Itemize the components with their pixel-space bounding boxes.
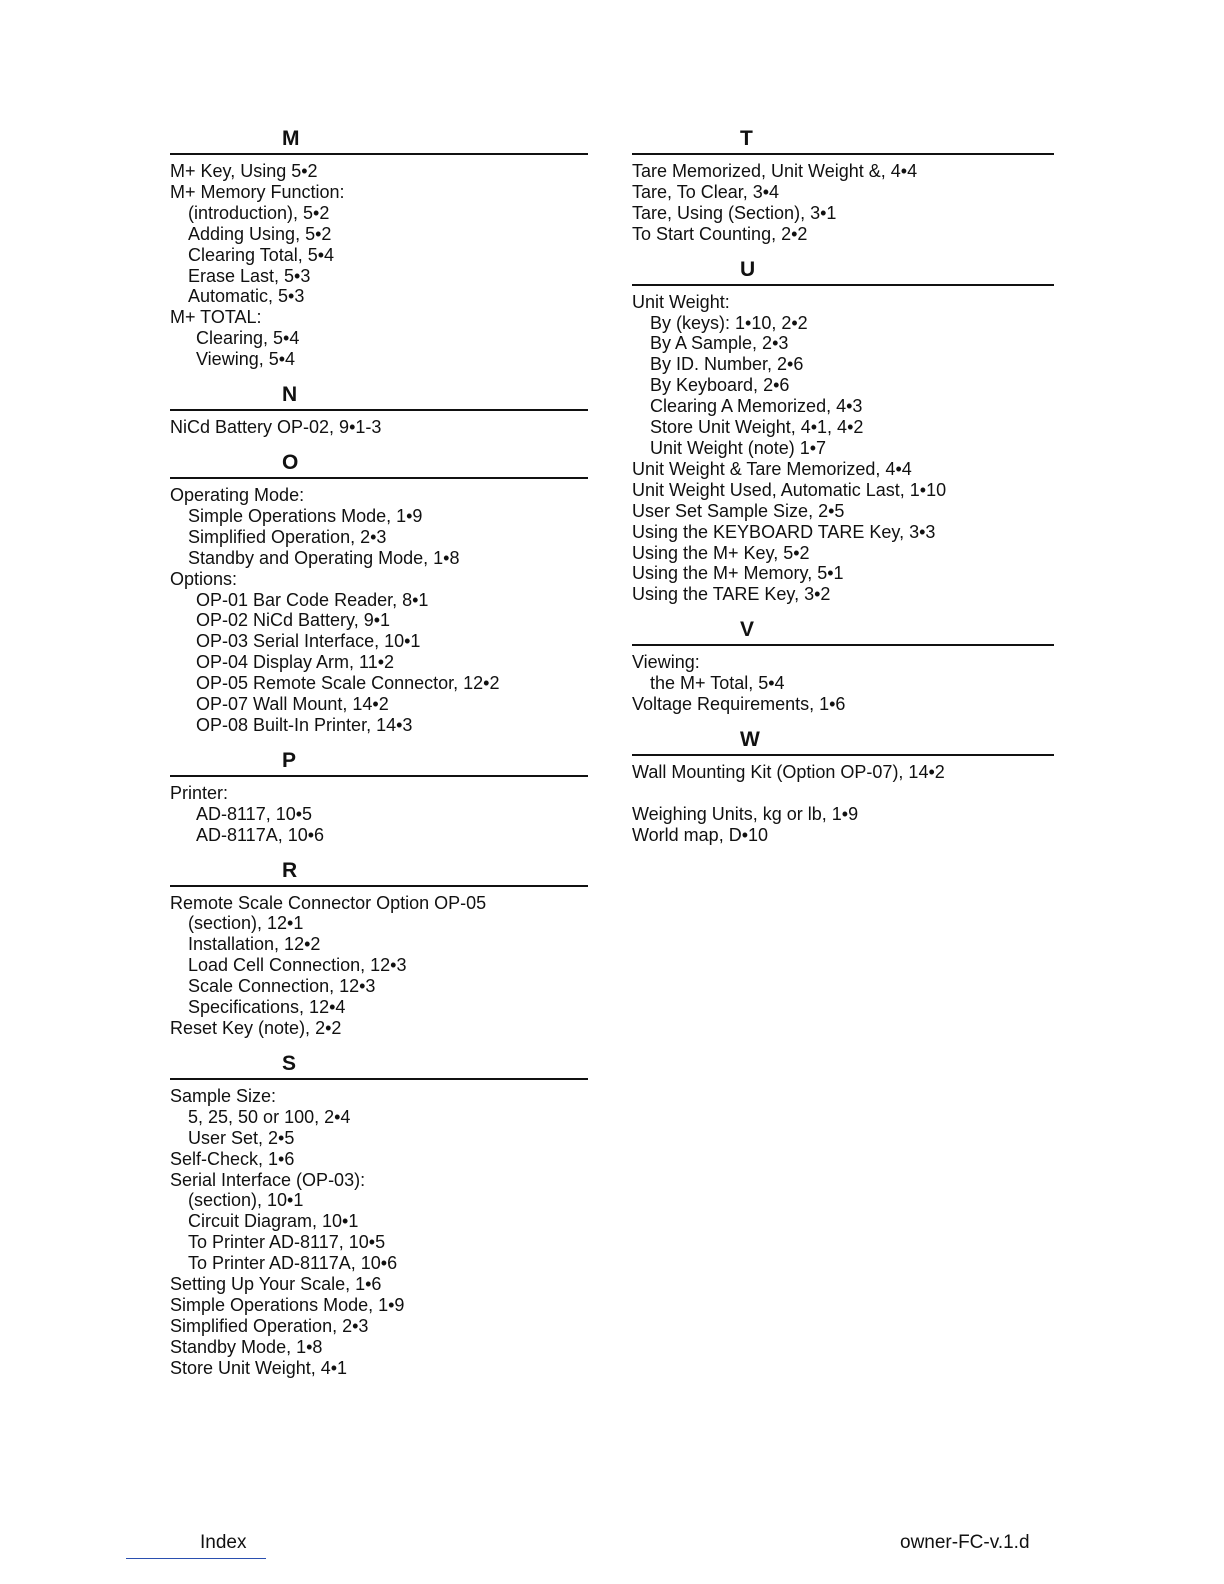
index-subentry: OP-02 NiCd Battery, 9•1 xyxy=(196,610,391,631)
index-subentry: OP-01 Bar Code Reader, 8•1 xyxy=(196,589,429,610)
index-subentry: Installation, 12•2 xyxy=(188,934,321,955)
index-subentry: To Printer AD-8117, 10•5 xyxy=(188,1232,386,1253)
index-entry: Viewing: xyxy=(632,652,700,673)
index-entry: Options: xyxy=(170,568,238,589)
index-entry: Using the TARE Key, 3•2 xyxy=(632,584,831,605)
index-entry: Simple Operations Mode, 1•9 xyxy=(170,1294,405,1315)
index-subentry: Standby and Operating Mode, 1•8 xyxy=(188,547,460,568)
index-section-u xyxy=(632,257,1054,606)
index-subentry: Unit Weight (note) 1•7 xyxy=(650,437,827,458)
section-letter-o: O xyxy=(170,450,588,479)
index-section-r xyxy=(170,858,588,1039)
index-section-p xyxy=(170,748,588,846)
index-subentry: User Set, 2•5 xyxy=(188,1127,295,1148)
index-entry: Tare, Using (Section), 3•1 xyxy=(632,202,837,223)
index-subentry: By Keyboard, 2•6 xyxy=(650,375,790,396)
index-entry: Self-Check, 1•6 xyxy=(170,1148,295,1169)
section-letter-p: P xyxy=(170,748,588,777)
section-entries xyxy=(632,292,1054,606)
index-section-v xyxy=(632,617,1054,715)
section-entries xyxy=(632,652,1054,715)
index-subentry: (section), 12•1 xyxy=(188,913,304,934)
index-subentry: Simplified Operation, 2•3 xyxy=(188,526,387,547)
index-entry: To Start Counting, 2•2 xyxy=(632,223,808,244)
index-subentry: the M+ Total, 5•4 xyxy=(650,673,785,694)
section-letter-s: S xyxy=(170,1051,588,1080)
index-entry: Unit Weight: xyxy=(632,291,730,312)
index-subentry: OP-08 Built-In Printer, 14•3 xyxy=(196,714,413,735)
index-entry: Operating Mode: xyxy=(170,484,305,505)
index-entry: Simplified Operation, 2•3 xyxy=(170,1315,369,1336)
index-subentry: Erase Last, 5•3 xyxy=(188,265,311,286)
index-entry: NiCd Battery OP-02, 9•1-3 xyxy=(170,417,382,438)
section-letter-w: W xyxy=(632,727,1054,756)
index-subentry: 5, 25, 50 or 100, 2•4 xyxy=(188,1106,351,1127)
entry-spacer xyxy=(632,783,1054,804)
section-letter-t: T xyxy=(632,126,1054,155)
index-subentry: Adding Using, 5•2 xyxy=(188,223,332,244)
index-subentry: OP-07 Wall Mount, 14•2 xyxy=(196,694,389,715)
index-right-column xyxy=(632,126,1054,858)
section-letter-m: M xyxy=(170,126,588,155)
index-subentry: OP-04 Display Arm, 11•2 xyxy=(196,652,395,673)
section-letter-n: N xyxy=(170,382,588,411)
index-entry: M+ TOTAL: xyxy=(170,307,262,328)
index-subentry: By ID. Number, 2•6 xyxy=(650,354,804,375)
index-entry: Sample Size: xyxy=(170,1085,277,1106)
index-subentry: AD-8117, 10•5 xyxy=(196,803,313,824)
index-entry: Voltage Requirements, 1•6 xyxy=(632,694,846,715)
index-subentry: Clearing Total, 5•4 xyxy=(188,244,335,265)
index-entry: User Set Sample Size, 2•5 xyxy=(632,500,845,521)
section-entries xyxy=(170,417,588,438)
section-entries xyxy=(170,161,588,370)
index-section-w xyxy=(632,727,1054,846)
index-section-o xyxy=(170,450,588,736)
index-subentry: By A Sample, 2•3 xyxy=(650,333,789,354)
index-entry: Using the M+ Key, 5•2 xyxy=(632,542,810,563)
index-subentry: Circuit Diagram, 10•1 xyxy=(188,1211,359,1232)
index-section-m xyxy=(170,126,588,370)
index-entry: Unit Weight & Tare Memorized, 4•4 xyxy=(632,458,912,479)
section-entries xyxy=(632,161,1054,245)
index-entry: Standby Mode, 1•8 xyxy=(170,1336,323,1357)
index-entry: Serial Interface (OP-03): xyxy=(170,1169,366,1190)
index-subentry: Specifications, 12•4 xyxy=(188,997,346,1018)
index-subentry: By (keys): 1•10, 2•2 xyxy=(650,312,808,333)
section-letter-v: V xyxy=(632,617,1054,646)
index-entry: Unit Weight Used, Automatic Last, 1•10 xyxy=(632,479,947,500)
index-subentry: OP-03 Serial Interface, 10•1 xyxy=(196,631,421,652)
index-entry: M+ Memory Function: xyxy=(170,181,345,202)
index-entry: Store Unit Weight, 4•1 xyxy=(170,1357,348,1378)
section-entries xyxy=(170,893,588,1039)
index-subentry: Clearing, 5•4 xyxy=(196,328,300,349)
section-entries xyxy=(632,762,1054,846)
section-letter-u: U xyxy=(632,257,1054,286)
index-entry: M+ Key, Using 5•2 xyxy=(170,161,318,181)
section-letter-r: R xyxy=(170,858,588,887)
index-subentry: Viewing, 5•4 xyxy=(196,349,296,370)
index-subentry: AD-8117A, 10•6 xyxy=(196,824,325,845)
index-subentry: Load Cell Connection, 12•3 xyxy=(188,955,407,976)
index-subentry: Automatic, 5•3 xyxy=(188,286,305,307)
index-subentry: To Printer AD-8117A, 10•6 xyxy=(188,1253,398,1274)
section-entries xyxy=(170,783,588,846)
footer-page-label: Index xyxy=(200,1532,247,1553)
index-entry: Printer: xyxy=(170,782,229,803)
index-subentry: Clearing A Memorized, 4•3 xyxy=(650,396,863,417)
footer-rule xyxy=(126,1558,266,1559)
index-subentry: Scale Connection, 12•3 xyxy=(188,976,376,997)
section-entries xyxy=(170,1086,588,1379)
index-entry: Reset Key (note), 2•2 xyxy=(170,1018,342,1038)
index-subentry: Simple Operations Mode, 1•9 xyxy=(188,505,423,526)
index-entry: Setting Up Your Scale, 1•6 xyxy=(170,1274,382,1295)
index-section-n xyxy=(170,382,588,438)
index-section-s xyxy=(170,1051,588,1379)
section-entries xyxy=(170,485,588,736)
index-entry: World map, D•10 xyxy=(632,824,769,845)
index-entry: Tare Memorized, Unit Weight &, 4•4 xyxy=(632,161,918,181)
index-subentry: (section), 10•1 xyxy=(188,1190,304,1211)
index-entry: Wall Mounting Kit (Option OP-07), 14•2 xyxy=(632,761,945,782)
index-entry: Tare, To Clear, 3•4 xyxy=(632,181,780,202)
index-left-column xyxy=(170,126,588,1391)
index-subentry: Store Unit Weight, 4•1, 4•2 xyxy=(650,417,864,438)
index-subentry: OP-05 Remote Scale Connector, 12•2 xyxy=(196,673,500,694)
index-entry: Using the KEYBOARD TARE Key, 3•3 xyxy=(632,521,936,542)
index-entry: Remote Scale Connector Option OP-05 xyxy=(170,892,487,913)
index-section-t xyxy=(632,126,1054,245)
index-entry: Using the M+ Memory, 5•1 xyxy=(632,563,844,584)
index-subentry: (introduction), 5•2 xyxy=(188,202,330,223)
index-entry: Weighing Units, kg or lb, 1•9 xyxy=(632,803,859,824)
footer-document-id: owner-FC-v.1.d xyxy=(900,1532,1030,1553)
